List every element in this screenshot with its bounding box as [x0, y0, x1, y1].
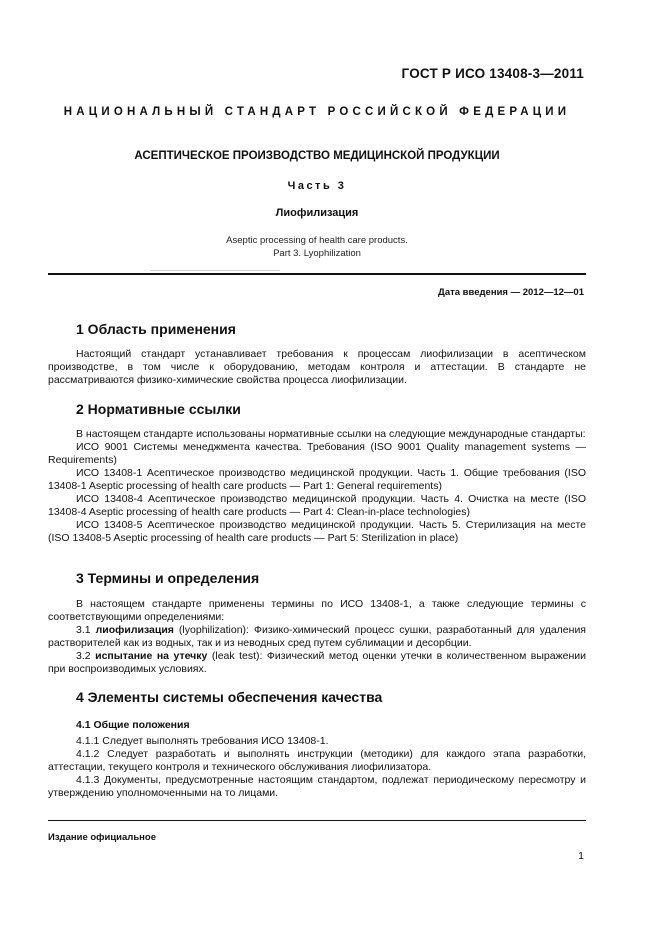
- part-label: Часть 3: [287, 180, 347, 192]
- term-number: 3.1: [76, 624, 91, 636]
- page-number: 1: [578, 850, 584, 862]
- reference-iso-13408-5: ИСО 13408-5 Асептическое производство медицинской продукции. Часть 5. Стерилизация на месте (ISO 13408-5 Aseptic processing of health care products — Part 5: Sterilization in place): [48, 519, 586, 544]
- gost-code: ГОСТ Р ИСО 13408-3—2011: [401, 66, 584, 81]
- clause-4-1-1: 4.1.1 Следует выполнять требования ИСО 13408-1.: [76, 735, 329, 747]
- reference-iso-13408-4: ИСО 13408-4 Асептическое производство медицинской продукции. Часть 4. Очистка на месте (ISO 13408-4 Aseptic processing of health care products — Part 4: Clean-in-place technologies): [48, 493, 586, 518]
- document-title: АСЕПТИЧЕСКОЕ ПРОИЗВОДСТВО МЕДИЦИНСКОЙ ПРОДУКЦИИ: [134, 150, 500, 162]
- clause-4-1-2: 4.1.2 Следует разработать и выполнять инструкции (методики) для каждого этапа разработки, аттестации, текущего контроля и технического обслуживания лиофилизатора.: [48, 748, 586, 773]
- section-1-heading: 1 Область применения: [76, 321, 236, 337]
- section-2-body: [48, 428, 586, 545]
- clause-4-1-3: 4.1.3 Документы, предусмотренные настоящим стандартом, подлежат периодическому пересмотру и утверждению уполномоченными на то лицами.: [48, 774, 586, 799]
- english-title: [48, 234, 586, 260]
- term-leak-test: [48, 650, 586, 676]
- section-2-intro: В настоящем стандарте использованы нормативные ссылки на следующие международные стандарты:: [76, 428, 586, 440]
- title-rule: [48, 273, 586, 275]
- reference-iso-13408-1: ИСО 13408-1 Асептическое производство медицинской продукции. Часть 1. Общие требования (ISO 13408-1 Aseptic processing of health care products — Part 1: General requirements): [48, 467, 586, 492]
- section-2-heading: 2 Нормативные ссылки: [76, 401, 241, 417]
- term-lyophilization: [48, 624, 586, 650]
- section-4-heading: 4 Элементы системы обеспечения качества: [76, 689, 383, 705]
- section-1-text: Настоящий стандарт устанавливает требования к процессам лиофилизации в асептическом производстве, в том числе к оборудованию, методам контроля и аттестации. В стандарте не рассматриваются физико-химические свойства процесса лиофилизации.: [48, 348, 586, 386]
- edition-note: Издание официальное: [48, 832, 156, 843]
- english-title-line2: Part 3. Lyophilization: [273, 248, 361, 259]
- document-subtitle: Лиофилизация: [275, 207, 359, 219]
- term-number: 3.2: [76, 650, 91, 662]
- section-4-body: [48, 735, 586, 800]
- term-definition: (leak test): Физический метод оценки утечки в количественном выражении при воспроизводимых условиях.: [48, 650, 587, 675]
- intro-date: Дата введения — 2012—12—01: [438, 287, 584, 298]
- subsection-4-1-heading: 4.1 Общие положения: [76, 719, 190, 731]
- section-1-body: [48, 348, 586, 387]
- national-standard-banner: НАЦИОНАЛЬНЫЙ СТАНДАРТ РОССИЙСКОЙ ФЕДЕРАЦИИ: [63, 106, 571, 118]
- term-name: лиофилизация: [95, 624, 174, 636]
- faint-rule: [150, 270, 280, 271]
- english-title-line1: Aseptic processing of health care products.: [226, 235, 408, 246]
- footer-rule: [48, 820, 586, 821]
- term-name: испытание на утечку: [95, 650, 208, 662]
- section-3-heading: 3 Термины и определения: [76, 570, 260, 586]
- section-3-intro: В настоящем стандарте применены термины по ИСО 13408-1, а также следующие термины с соответствующими определениями:: [48, 598, 586, 623]
- term-definition: (lyophilization): Физико-химический процесс сушки, разработанный для удаления растворителей как из водных, так и из неводных сред путем сублимации и десорбции.: [48, 624, 586, 649]
- reference-iso-9001: ИСО 9001 Системы менеджмента качества. Требования (ISO 9001 Quality management systems — Requirements): [48, 441, 586, 466]
- section-3-body: [48, 598, 586, 676]
